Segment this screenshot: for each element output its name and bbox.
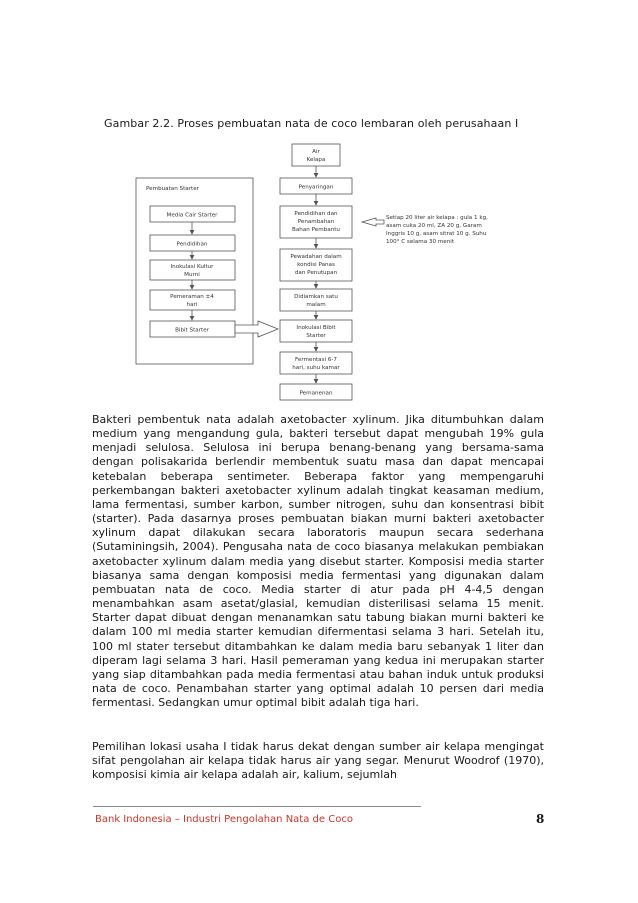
body-paragraph: Bakteri pembentuk nata adalah axetobacter xylinum. Jika ditumbuhkan dalam medium yang mengandung gula, bakteri tersebut dapat mengubah 19% gula menjadi selulosa. Selulosa ini berupa benang-benang yang bersama-sama dengan polisakarida berlendir membentuk suatu masa dan dapat mencapai ketebalan beberapa sentimeter. Beberapa faktor yang mempengaruhi perkembangan bakteri axetobacter xylinum adalah tingkat keasaman medium, lama fermentasi, sumber karbon, sumber nitrogen, suhu dan konsentrasi bibit (starter). Pada dasarnya proses pembuatan biakan murni bakteri axetobacter xylinum dapat dilakukan secara laboratoris maupun secara sederhana (Sutaminingsih, 2004). Pengusaha nata de coco biasanya melakukan pembiakan axetobacter xylinum dalam media yang disebut starter. Komposisi media starter biasanya sama dengan komposisi media fermentasi yang digunakan dalam pembuatan nata de coco. Media starter di atur pada pH 4-4,5 dengan menambahkan asam asetat/glasial, kemudian disterilisasi selama 15 menit. Starter dapat dibuat dengan menanamkan satu tabung biakan murni bakteri ke dalam 100 ml media starter kemudian difermentasi selama 3 hari. Setelah itu, 100 ml stater tersebut ditambahkan ke dalam media baru sebanyak 1 liter dan diperam lagi selama 3 hari. Hasil pemeraman yang kedua ini merupakan starter yang siap ditambahkan pada media fermentasi atau bahan induk untuk produksi nata de coco. Penambahan starter yang optimal adalah 10 persen dari media fermentasi. Sedangkan umur optimal bibit adalah tiga hari. [92,413,544,710]
main-step-label: dan Penutupan [294,270,338,276]
note-line: Inggris 10 g, asam sitrat 10 g. Suhu [386,231,487,237]
main-step-label: Fermentasi 6-7 [295,357,337,363]
process-flow-diagram [130,138,550,410]
starter-step-label: Bibit Starter [175,327,209,334]
note-line: Setiap 20 liter air kelapa : gula 1 kg, [386,215,488,221]
main-step-label: Penyaringan [298,184,334,191]
figure-caption: Gambar 2.2. Proses pembuatan nata de coco lembaran oleh perusahaan I [104,117,519,130]
page-number: 8 [536,812,545,826]
main-step-label: kondisi Panas [297,262,335,268]
main-step-label: Inokulasi Bibit [296,325,336,331]
main-step-label: Starter [306,333,326,339]
footer-title: Bank Indonesia – Industri Pengolahan Nata de Coco [95,814,353,825]
main-step-label: Kelapa [306,157,326,163]
starter-step-label: Pendidihan [176,241,208,248]
starter-step-label: Pemeraman ±4 [170,294,214,300]
main-step-label: Bahan Pembantu [292,227,340,233]
main-step-label: Pemanenan [299,390,333,397]
note-line: 100° C selama 30 menit [386,239,455,245]
footer-divider [93,806,421,807]
main-step-label: Air [312,149,320,155]
starter-group-label: Pembuatan Starter [146,186,199,192]
main-step-label: Didiamkan satu [294,294,338,300]
main-step-label: Pendidihan dan [294,211,338,217]
main-step-label: Penambahan [297,219,335,225]
starter-step-label: Media Cair Starter [166,212,218,219]
starter-step-label: Murni [184,272,200,278]
note-line: asam cuka 20 ml, ZA 20 g, Garam [386,223,482,229]
main-step-label: hari, suhu kamar [292,365,340,371]
note-arrow [362,218,384,226]
body-paragraph: Pemilihan lokasi usaha I tidak harus dekat dengan sumber air kelapa mengingat sifat pengolahan air kelapa tidak harus air yang segar. Menurut Woodrof (1970), komposisi kimia air kelapa adalah air, kalium, sejumlah [92,740,544,782]
starter-step-label: hari [186,302,198,308]
main-step-label: malam [306,302,326,308]
starter-step-label: Inokulasi Kultur [170,264,214,270]
main-step-label: Pewadahan dalam [290,254,342,260]
